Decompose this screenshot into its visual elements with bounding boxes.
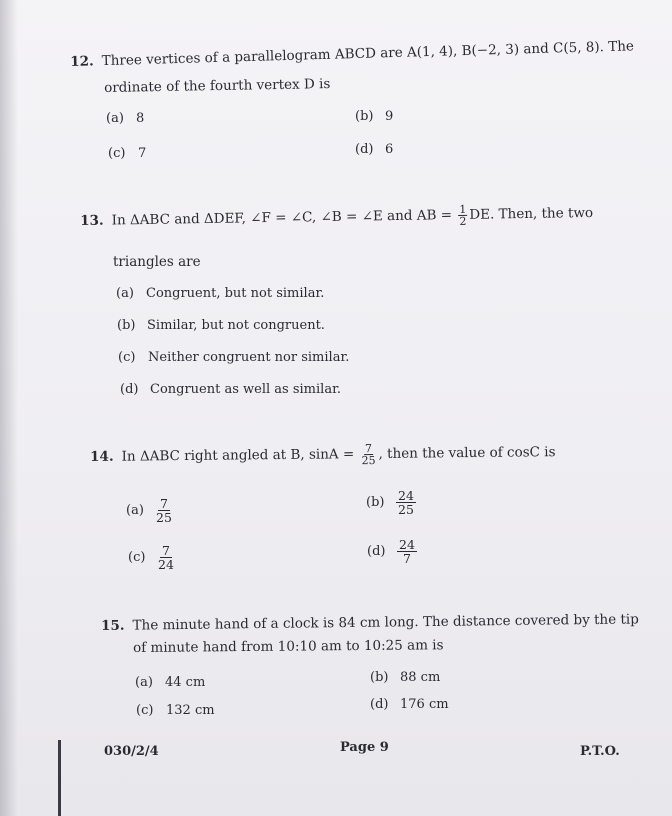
question-12-option-a xyxy=(106,111,144,126)
option-text: 88 cm xyxy=(400,670,441,685)
option-text: 176 cm xyxy=(400,697,449,712)
page-edge-shadow xyxy=(0,0,18,816)
option-label: (a) xyxy=(116,286,134,301)
option-label: (d) xyxy=(367,544,386,559)
option-text: 7 xyxy=(138,146,147,161)
option-label: (c) xyxy=(136,703,154,718)
fraction-denominator: 25 xyxy=(156,510,172,525)
option-label: (b) xyxy=(117,318,136,333)
question-13-fraction xyxy=(458,204,467,227)
option-text: 44 cm xyxy=(165,675,206,690)
question-13-line-2: triangles are xyxy=(113,254,201,270)
question-14-text-pre: In ΔABC right angled at B, sinA = xyxy=(121,446,355,465)
question-13-option-b xyxy=(117,318,325,333)
fraction-numerator: 24 xyxy=(398,488,414,503)
fraction-denominator: 25 xyxy=(361,454,376,468)
option-label: (c) xyxy=(118,350,136,365)
fraction-numerator: 7 xyxy=(364,442,373,456)
option-label: (d) xyxy=(120,382,139,397)
fraction-denominator: 25 xyxy=(398,502,414,517)
option-label: (c) xyxy=(128,550,146,565)
question-14-text-post: , then the value of cosC is xyxy=(378,444,556,462)
question-13-text-pre: In ΔABC and ΔDEF, ∠F = ∠C, ∠B = ∠E and AB = xyxy=(111,207,453,229)
question-13-line-1 xyxy=(80,202,593,233)
question-12-number: 12. xyxy=(70,53,94,70)
question-14-option-a xyxy=(126,497,172,524)
option-label: (d) xyxy=(355,142,374,157)
question-15-option-d xyxy=(370,697,449,712)
option-label: (d) xyxy=(370,697,389,712)
option-label: (b) xyxy=(366,495,385,510)
question-15-text: The minute hand of a clock is 84 cm long. The distance covered by the tip xyxy=(132,611,639,634)
option-text: Neither congruent nor similar. xyxy=(148,350,350,365)
option-text: 9 xyxy=(385,109,394,124)
question-12-line-2: ordinate of the fourth vertex D is xyxy=(104,76,331,96)
question-14-line-1 xyxy=(90,441,556,469)
option-fraction xyxy=(158,544,174,571)
option-label: (b) xyxy=(370,670,389,685)
question-12-option-d xyxy=(355,142,393,157)
fraction-denominator: 7 xyxy=(402,551,411,566)
fraction-numerator: 1 xyxy=(459,202,467,217)
fraction-denominator: 24 xyxy=(158,557,174,572)
question-13-text-post: DE. Then, the two xyxy=(469,204,594,223)
option-text: 8 xyxy=(136,111,145,126)
question-15-option-c xyxy=(136,703,215,718)
question-15-number: 15. xyxy=(101,617,125,634)
question-14-option-d xyxy=(367,538,417,565)
binding-line xyxy=(58,740,61,816)
option-text: 132 cm xyxy=(166,703,215,718)
question-14-option-c xyxy=(128,544,174,571)
option-text: Similar, but not congruent. xyxy=(147,318,325,333)
question-15-line-2: of minute hand from 10:10 am to 10:25 am is xyxy=(133,637,444,656)
option-label: (c) xyxy=(108,146,126,161)
page-number: Page 9 xyxy=(340,740,389,755)
question-12-line-1 xyxy=(70,38,634,70)
please-turn-over: P.T.O. xyxy=(580,744,620,759)
question-15-line-1 xyxy=(101,611,639,634)
question-15-option-b xyxy=(370,670,440,685)
option-label: (a) xyxy=(126,503,144,518)
question-13-option-d xyxy=(120,382,341,397)
question-13-option-a xyxy=(116,286,324,301)
option-label: (a) xyxy=(106,111,124,126)
question-14-fraction xyxy=(360,443,376,466)
question-14-option-b xyxy=(366,489,416,516)
fraction-numerator: 24 xyxy=(399,537,415,552)
option-fraction xyxy=(396,489,416,516)
question-15-option-a xyxy=(135,675,205,690)
question-12-text: Three vertices of a parallelogram ABCD are A(1, 4), B(−2, 3) and C(5, 8). The xyxy=(101,38,635,70)
option-label: (b) xyxy=(355,109,374,124)
question-14-number: 14. xyxy=(90,448,114,465)
option-text: Congruent as well as similar. xyxy=(150,382,341,397)
option-text: Congruent, but not similar. xyxy=(146,286,325,301)
option-text: 6 xyxy=(385,142,394,157)
question-13-option-c xyxy=(118,350,349,365)
question-12-option-c xyxy=(108,146,146,161)
paper-code: 030/2/4 xyxy=(104,744,159,759)
question-13-number: 13. xyxy=(80,212,104,229)
option-label: (a) xyxy=(135,675,153,690)
option-fraction xyxy=(156,497,172,524)
fraction-numerator: 7 xyxy=(161,543,170,558)
question-12-option-b xyxy=(355,109,393,124)
option-fraction xyxy=(397,538,417,565)
fraction-numerator: 7 xyxy=(159,496,168,511)
fraction-denominator: 2 xyxy=(459,214,467,229)
